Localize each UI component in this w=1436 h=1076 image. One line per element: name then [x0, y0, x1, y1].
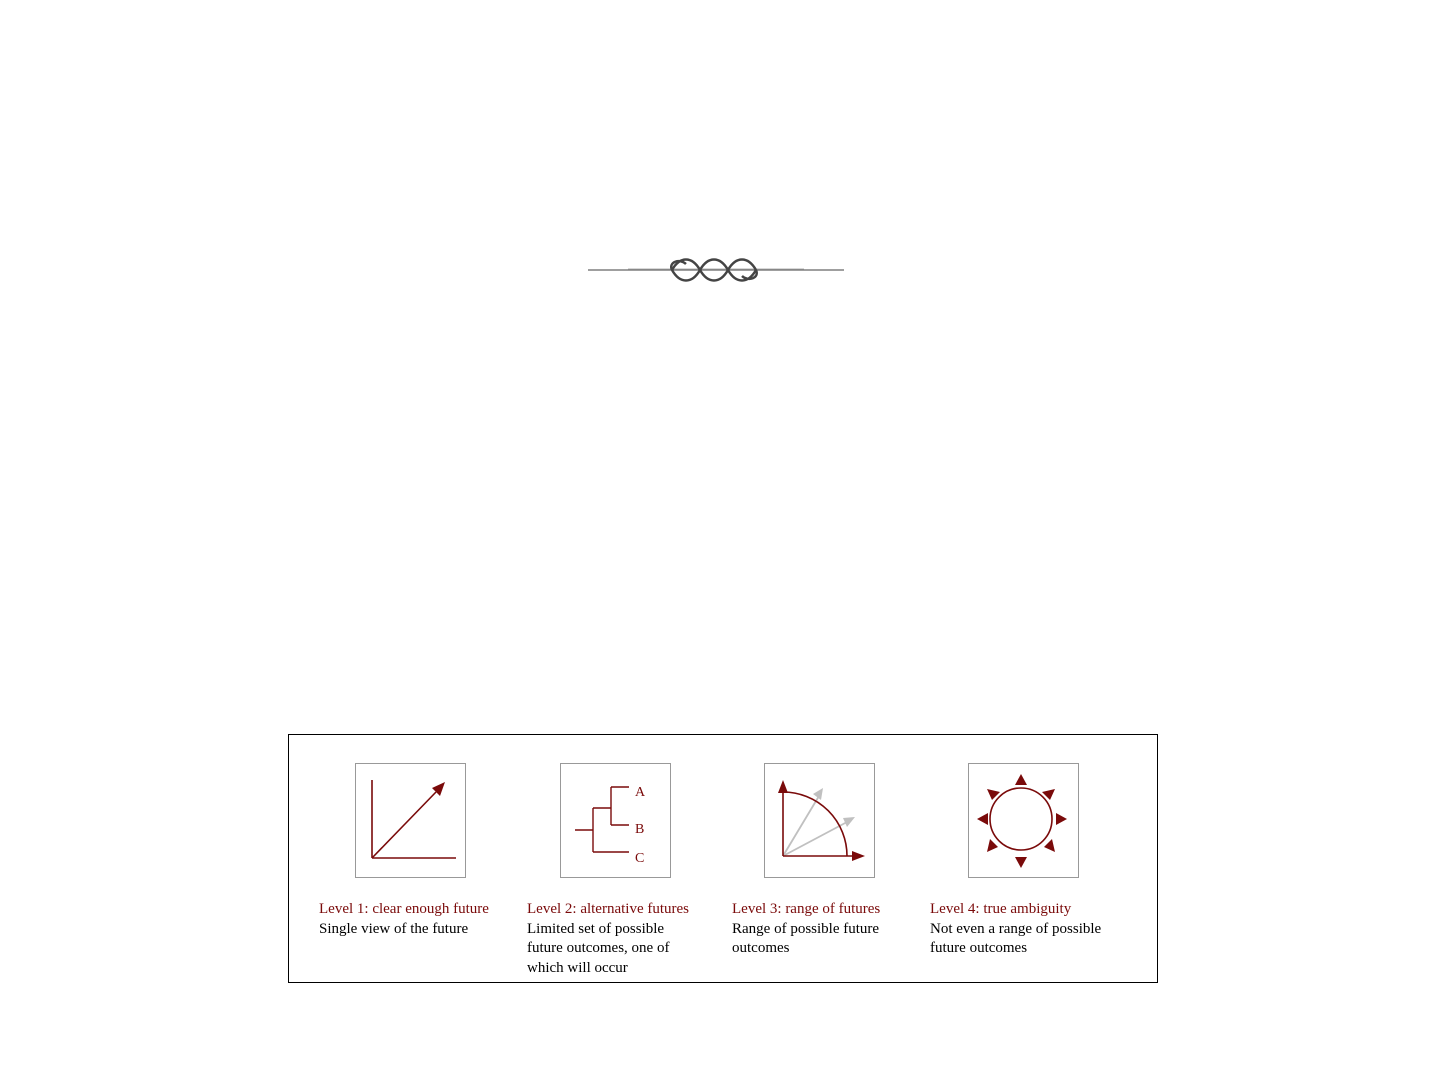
- level-3-title: Level 3: range of futures: [732, 901, 881, 917]
- branch-label-b: B: [635, 822, 645, 837]
- branch-label-a: A: [635, 785, 646, 800]
- level-2-description: Limited set of possible future outcomes, one of which will occur: [527, 920, 670, 976]
- circle-radiating-arrows-icon: [969, 764, 1078, 877]
- branch-label-c: C: [635, 851, 645, 866]
- quarter-arc-range-icon: [765, 764, 874, 877]
- level-2-caption: [527, 900, 695, 978]
- level-2-title: Level 2: alternative futures: [527, 901, 690, 917]
- level-1-title: Level 1: clear enough future: [319, 901, 489, 917]
- uncertainty-levels-panel: [288, 734, 1158, 983]
- single-trend-arrow-icon: [356, 764, 465, 877]
- level-3-description: Range of possible future outcomes: [732, 920, 880, 956]
- branching-tree-icon: [561, 764, 670, 877]
- level-3-icon-box: [764, 763, 875, 878]
- level-4-description: Not even a range of possible future outcomes: [930, 920, 1102, 956]
- level-2-icon-box: [560, 763, 671, 878]
- level-1-description: Single view of the future: [319, 920, 469, 937]
- level-3-caption: [732, 900, 900, 959]
- flourish-divider-icon: [588, 254, 844, 286]
- level-1-icon-box: [355, 763, 466, 878]
- level-4-caption: [930, 900, 1102, 959]
- level-1-caption: [319, 900, 509, 939]
- level-4-title: Level 4: true ambiguity: [930, 901, 1072, 917]
- level-4-icon-box: [968, 763, 1079, 878]
